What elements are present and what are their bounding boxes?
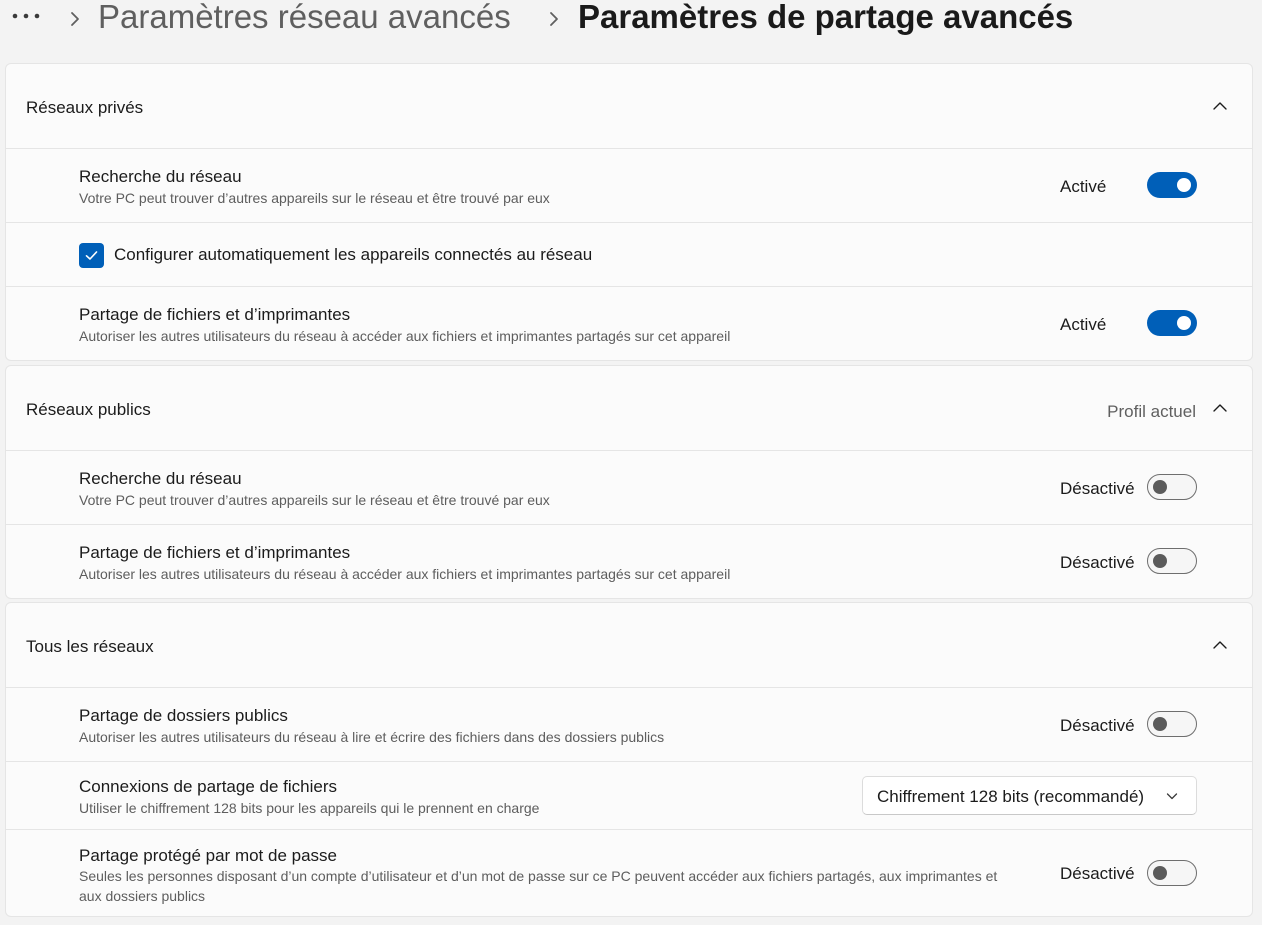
row-description: Votre PC peut trouver d’autres appareils sur le réseau et être trouvé par eux [79, 492, 550, 508]
toggle-state-label: Désactivé [1060, 864, 1135, 883]
encryption-dropdown[interactable] [862, 776, 1197, 815]
chevron-up-icon[interactable] [1212, 400, 1228, 416]
row-title: Partage protégé par mot de passe [79, 846, 337, 865]
row-title: Connexions de partage de fichiers [79, 777, 337, 796]
toggle-knob [1177, 178, 1191, 192]
row-description: Seules les personnes disposant d’un compte d’utilisateur et d’un mot de passe sur ce PC peuvent accéder aux fichiers partagés, aux imprimantes et aux dossiers publics [79, 868, 998, 904]
auto-config-row [6, 223, 1252, 287]
toggle-state-label: Désactivé [1060, 716, 1135, 735]
toggle-knob [1153, 554, 1167, 568]
file-sharing-connections-row [6, 762, 1252, 830]
password-sharing-row [6, 830, 1252, 916]
public-discovery-row [6, 451, 1252, 525]
public-discovery-toggle[interactable] [1147, 474, 1197, 500]
page-title: Paramètres de partage avancés [578, 0, 1074, 35]
toggle-state-label: Activé [1060, 177, 1107, 196]
toggle-knob [1177, 316, 1191, 330]
row-title: Recherche du réseau [79, 469, 242, 488]
public-sharing-row [6, 525, 1252, 599]
breadcrumb-parent[interactable]: Paramètres réseau avancés [98, 0, 511, 35]
private-sharing-toggle[interactable] [1147, 310, 1197, 336]
private-sharing-row [6, 287, 1252, 361]
private-networks-section [5, 63, 1253, 361]
row-description: Autoriser les autres utilisateurs du réseau à lire et écrire des fichiers dans des dossiers publics [79, 729, 665, 745]
private-discovery-row [6, 149, 1252, 223]
chevron-right-icon [68, 10, 82, 28]
chevron-up-icon[interactable] [1212, 98, 1228, 114]
all-networks-header[interactable] [6, 603, 1252, 688]
checkmark-icon [84, 248, 99, 263]
password-sharing-toggle[interactable] [1147, 860, 1197, 886]
chevron-up-icon[interactable] [1212, 637, 1228, 653]
toggle-knob [1153, 717, 1167, 731]
row-description: Votre PC peut trouver d’autres appareils sur le réseau et être trouvé par eux [79, 190, 550, 206]
more-dots-icon[interactable] [10, 2, 42, 30]
private-networks-header[interactable] [6, 64, 1252, 149]
section-title: Tous les réseaux [26, 637, 154, 656]
chevron-down-icon [1166, 790, 1178, 802]
toggle-state-label: Désactivé [1060, 553, 1135, 572]
public-networks-section [5, 365, 1253, 599]
private-discovery-toggle[interactable] [1147, 172, 1197, 198]
public-folders-toggle[interactable] [1147, 711, 1197, 737]
public-folders-row [6, 688, 1252, 762]
auto-config-label[interactable]: Configurer automatiquement les appareils connectés au réseau [114, 245, 593, 264]
auto-config-checkbox[interactable] [79, 243, 104, 268]
breadcrumb [0, 0, 1262, 40]
public-networks-header[interactable] [6, 366, 1252, 451]
row-description: Utiliser le chiffrement 128 bits pour les appareils qui le prennent en charge [79, 800, 540, 816]
toggle-knob [1153, 866, 1167, 880]
row-title: Partage de dossiers publics [79, 706, 288, 725]
all-networks-section [5, 602, 1253, 917]
current-profile-label: Profil actuel [1107, 402, 1196, 421]
chevron-right-icon [547, 10, 561, 28]
section-title: Réseaux privés [26, 98, 144, 117]
toggle-state-label: Activé [1060, 315, 1107, 334]
dropdown-value: Chiffrement 128 bits (recommandé) [877, 787, 1145, 806]
toggle-knob [1153, 480, 1167, 494]
public-sharing-toggle[interactable] [1147, 548, 1197, 574]
section-title: Réseaux publics [26, 400, 151, 419]
row-title: Partage de fichiers et d’imprimantes [79, 305, 351, 324]
row-title: Partage de fichiers et d’imprimantes [79, 543, 351, 562]
row-description: Autoriser les autres utilisateurs du réseau à accéder aux fichiers et imprimantes partagés sur cet appareil [79, 566, 731, 582]
toggle-state-label: Désactivé [1060, 479, 1135, 498]
row-title: Recherche du réseau [79, 167, 242, 186]
row-description: Autoriser les autres utilisateurs du réseau à accéder aux fichiers et imprimantes partagés sur cet appareil [79, 328, 731, 344]
